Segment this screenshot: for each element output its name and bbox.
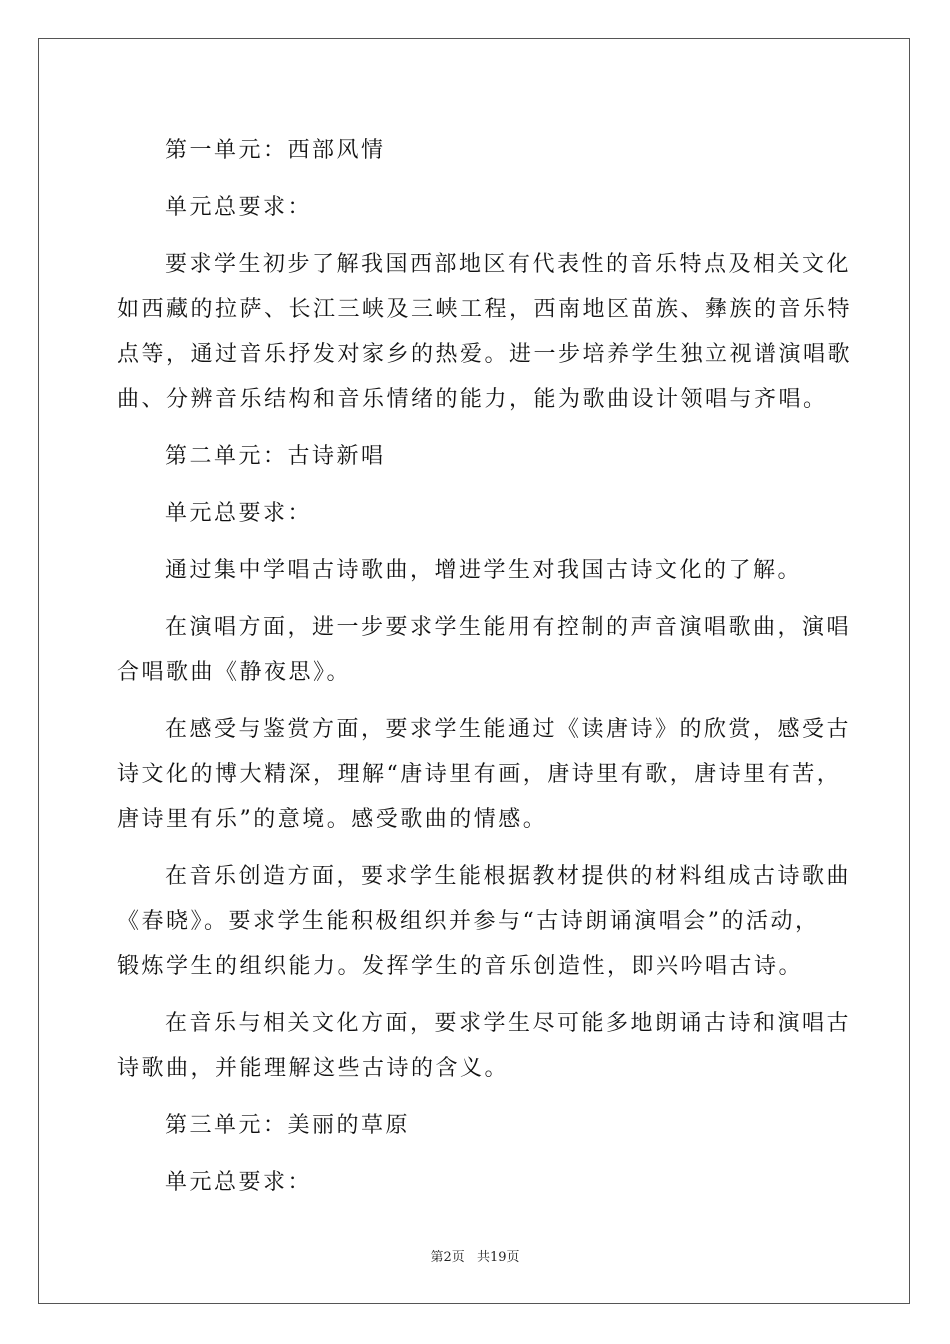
page-total: 共19页 bbox=[476, 1250, 520, 1265]
page-footer bbox=[0, 1249, 950, 1267]
paragraph-line: 诗文化的博大精深，理解“唐诗里有画，唐诗里有歌，唐诗里有苦， bbox=[117, 762, 842, 787]
paragraph-line: 诗歌曲，并能理解这些古诗的含义。 bbox=[117, 1056, 510, 1081]
unit2-paragraph-overview bbox=[117, 548, 835, 593]
paragraph-line: 曲、分辨音乐结构和音乐情绪的能力，能为歌曲设计领唱与齐唱。 bbox=[117, 387, 828, 412]
unit1-paragraph bbox=[117, 242, 853, 422]
page-number: 第2页 bbox=[430, 1250, 465, 1265]
unit1-requirement-label: 单元总要求： bbox=[165, 195, 313, 220]
paragraph-line: 锻炼学生的组织能力。发挥学生的音乐创造性，即兴吟唱古诗。 bbox=[117, 954, 804, 979]
unit2-paragraph-singing bbox=[117, 605, 852, 695]
paragraph-line: 《春晓》。要求学生能积极组织并参与“古诗朗诵演唱会”的活动， bbox=[117, 909, 820, 934]
paragraph-line: 在音乐与相关文化方面，要求学生尽可能多地朗诵古诗和演唱古 bbox=[165, 1011, 852, 1036]
paragraph-line: 点等，通过音乐抒发对家乡的热爱。进一步培养学生独立视谱演唱歌 bbox=[117, 342, 853, 367]
document-body bbox=[117, 128, 853, 1205]
paragraph-line: 在音乐创造方面，要求学生能根据教材提供的材料组成古诗歌曲 bbox=[165, 864, 852, 889]
paragraph-line: 要求学生初步了解我国西部地区有代表性的音乐特点及相关文化 bbox=[165, 252, 852, 277]
unit2-paragraph-culture bbox=[117, 1001, 852, 1091]
unit2-paragraph-appreciation bbox=[117, 707, 852, 842]
unit1-title: 第一单元：西部风情 bbox=[165, 138, 386, 163]
paragraph-line: 通过集中学唱古诗歌曲，增进学生对我国古诗文化的了解。 bbox=[165, 558, 803, 583]
paragraph-line: 合唱歌曲《静夜思》。 bbox=[117, 660, 352, 685]
unit3-requirement-label: 单元总要求： bbox=[165, 1170, 313, 1195]
unit2-requirement-label: 单元总要求： bbox=[165, 501, 313, 526]
paragraph-line: 如西藏的拉萨、长江三峡及三峡工程，西南地区苗族、彝族的音乐特 bbox=[117, 297, 853, 322]
unit2-title: 第二单元：古诗新唱 bbox=[165, 444, 386, 469]
paragraph-line: 唐诗里有乐”的意境。感受歌曲的情感。 bbox=[117, 807, 548, 832]
unit3-title: 第三单元：美丽的草原 bbox=[165, 1113, 411, 1138]
paragraph-line: 在感受与鉴赏方面，要求学生能通过《读唐诗》的欣赏，感受古 bbox=[165, 717, 852, 742]
paragraph-line: 在演唱方面，进一步要求学生能用有控制的声音演唱歌曲，演唱 bbox=[165, 615, 852, 640]
unit2-paragraph-creation bbox=[117, 854, 852, 989]
